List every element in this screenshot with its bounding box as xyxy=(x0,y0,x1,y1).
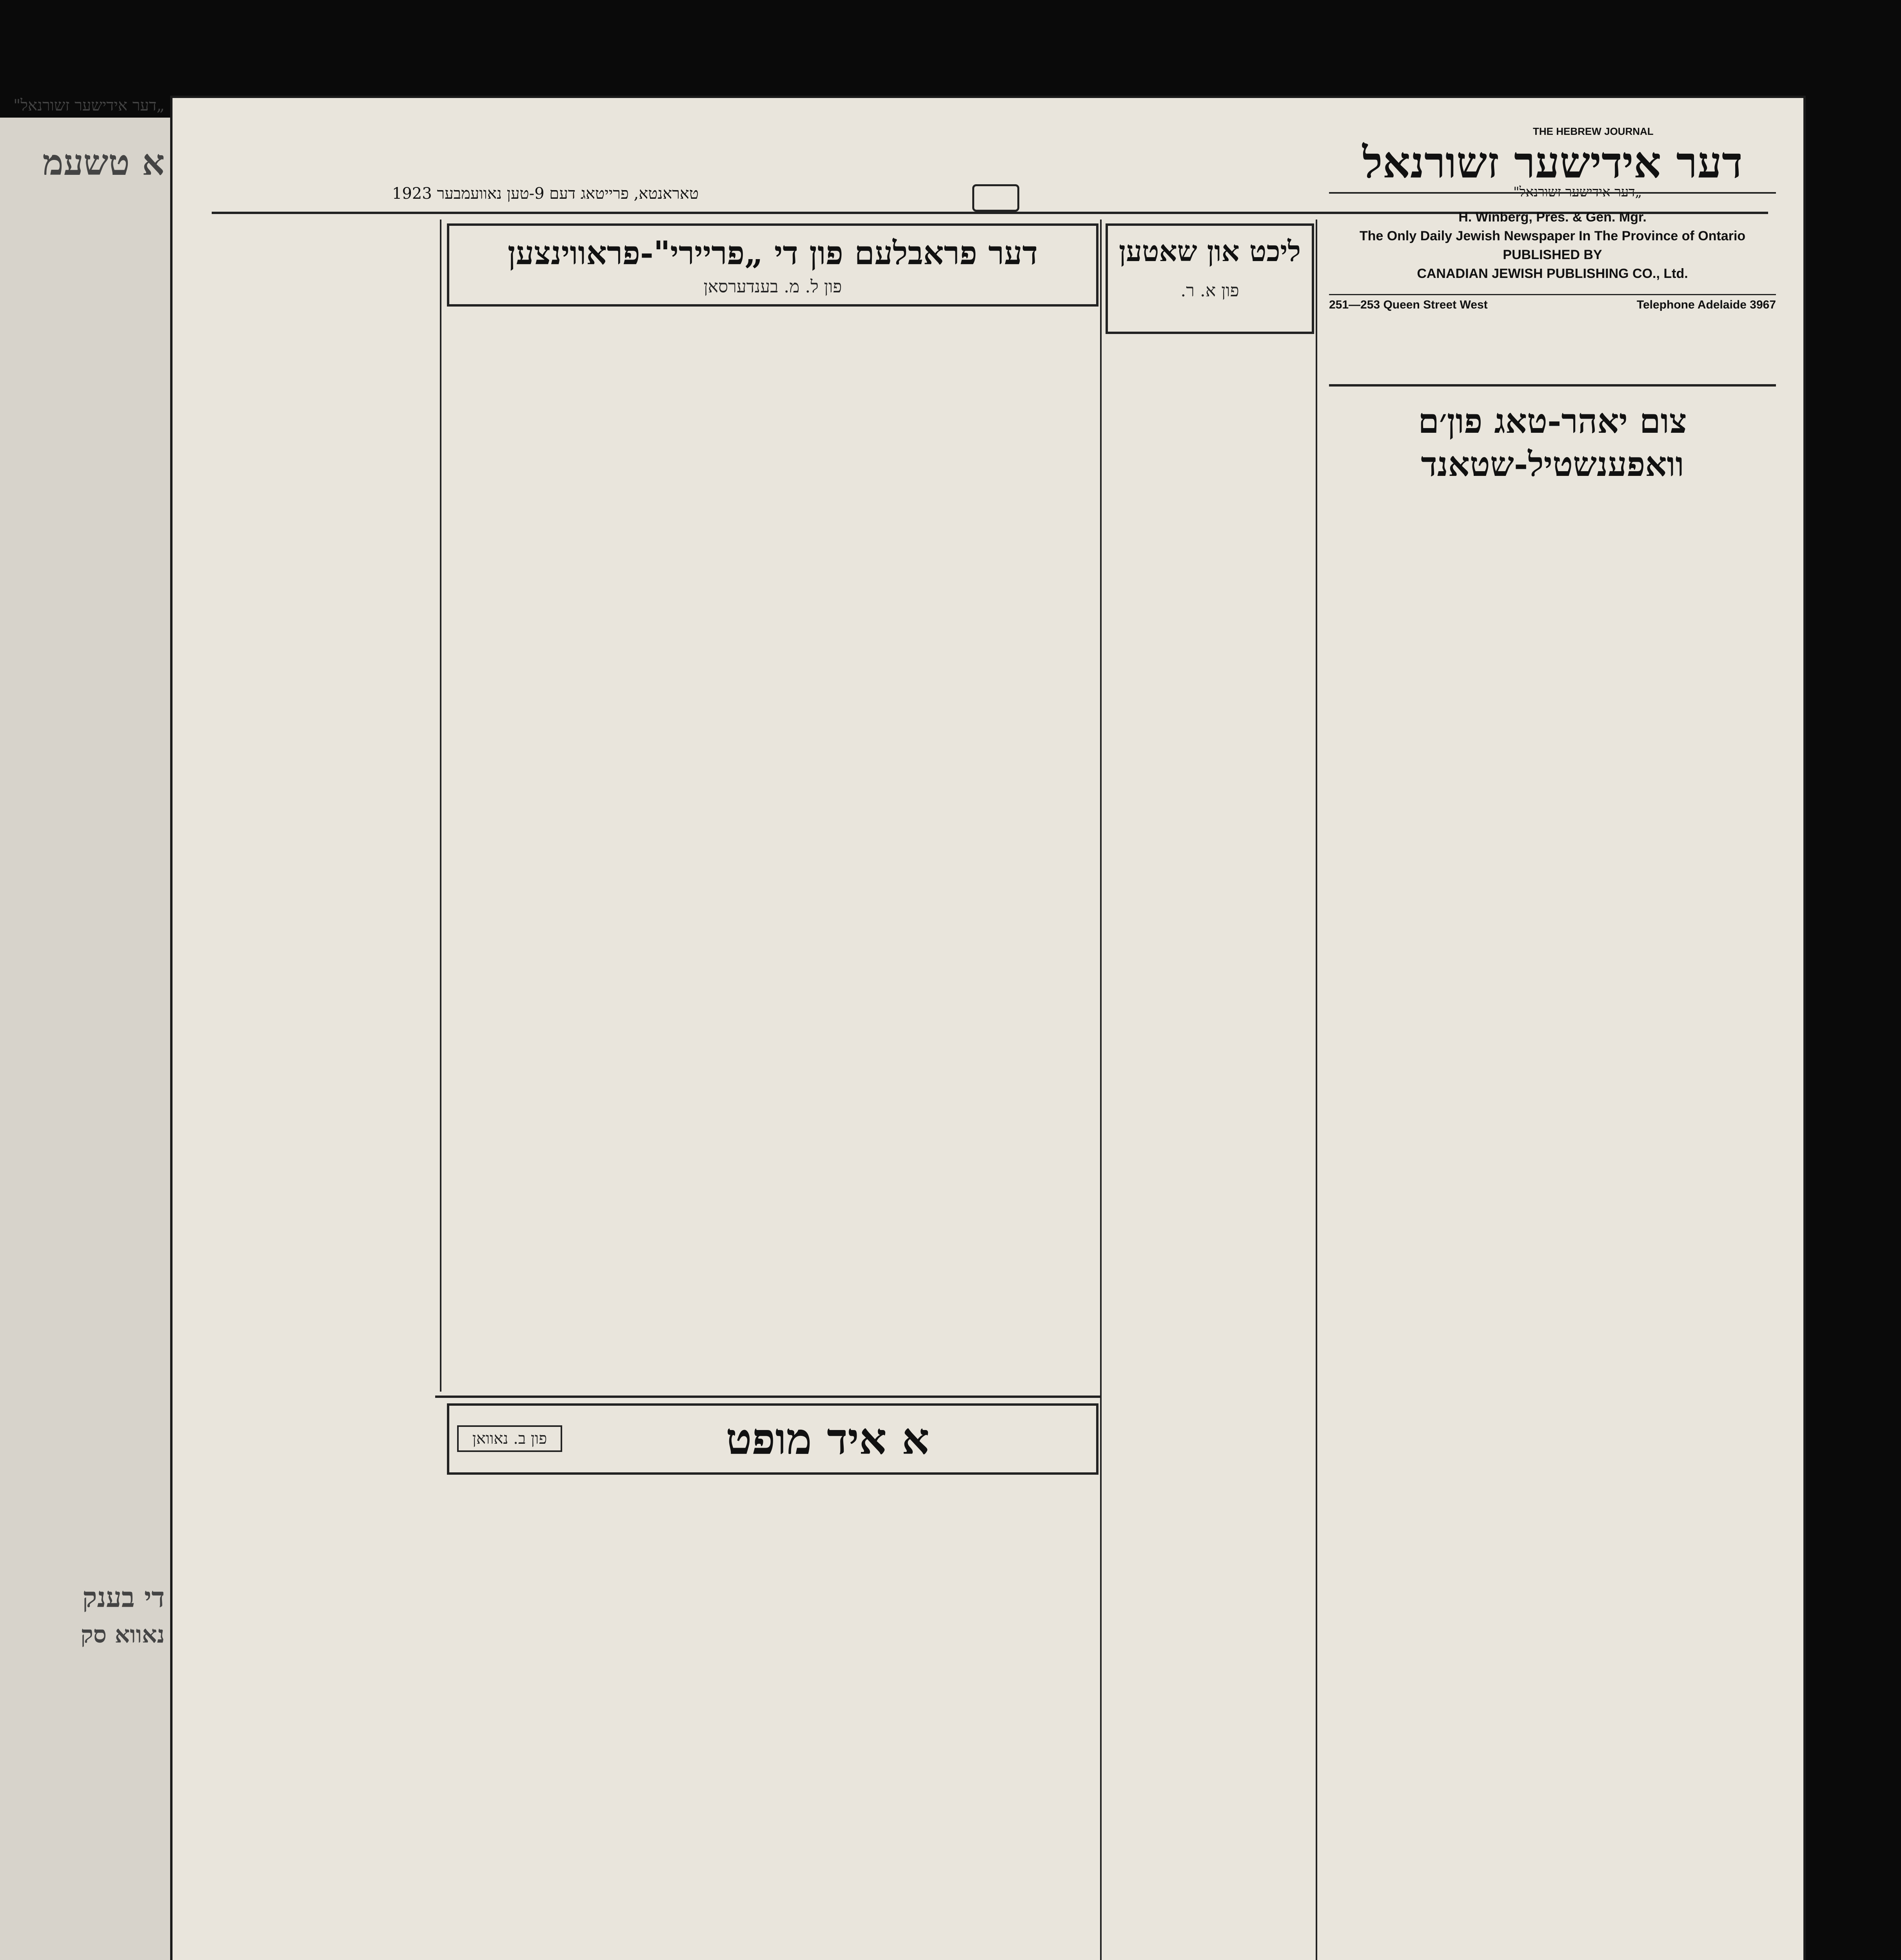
column-text xyxy=(1106,345,1309,1960)
story-column-4 xyxy=(878,1482,1094,1960)
masthead-address: 251—253 Queen Street West xyxy=(1329,298,1488,311)
column-title-box xyxy=(1106,223,1314,334)
folio-date: טאראנטא, פרייטאג דעם 9-טען נאוועמבער 1923 xyxy=(392,185,699,203)
masthead-publisher: CANADIAN JEWISH PUBLISHING CO., Ltd. xyxy=(1417,266,1688,281)
story-headline-box xyxy=(447,1403,1098,1475)
left-page-ad-subheading: נאווא סק xyxy=(80,1621,165,1648)
column-rule xyxy=(1100,220,1102,1960)
page-number-box xyxy=(972,184,1019,212)
story-column-3 xyxy=(663,1482,866,1960)
story-byline: פון ב. נאוואן xyxy=(457,1425,562,1452)
masthead-president: H. Winberg, Pres. & Gen. Mgr. xyxy=(1458,210,1647,225)
column-rule xyxy=(1316,220,1317,1960)
masthead-address-line xyxy=(1329,294,1776,311)
column-author: פון א. ר. xyxy=(1180,281,1239,301)
column-rule xyxy=(440,220,441,1392)
main-article-column-4 xyxy=(886,321,1098,1388)
story-rule xyxy=(435,1396,1102,1398)
left-page-header: „דער אידישער זשורנאל" xyxy=(13,96,165,114)
folio-paper-name: „דער אידישער זשורנאל" xyxy=(1513,184,1642,200)
masthead xyxy=(1329,125,1776,387)
story-headline: א איד מופט xyxy=(726,1414,930,1464)
masthead-published-by: PUBLISHED BY xyxy=(1503,247,1602,262)
editorial-text xyxy=(1321,498,1784,1960)
main-article-column-3 xyxy=(666,321,878,1388)
masthead-english-title: THE HEBREW JOURNAL xyxy=(1533,125,1654,137)
masthead-title: דער אידישער זשורנאל xyxy=(1329,137,1776,194)
main-article-byline: פון ל. מ. בענדערסאן xyxy=(703,277,842,297)
left-page-ad-text xyxy=(4,1658,165,1960)
left-page-strip xyxy=(0,96,172,1960)
column-title: ליכט און שאטען xyxy=(1118,234,1301,268)
main-article-column-1 xyxy=(204,223,435,1388)
left-page-headline: א טשעמ xyxy=(42,142,165,183)
editorial-headline: צום יאהר-טאג פון׳ם וואפענשטיל-שטאנד xyxy=(1418,401,1687,484)
main-article-column-2 xyxy=(447,321,659,1388)
masthead-tagline: The Only Daily Jewish Newspaper In The Province of Ontario xyxy=(1359,229,1746,243)
story-column-1 xyxy=(204,1411,435,1960)
masthead-telephone: Telephone Adelaide 3967 xyxy=(1636,298,1776,311)
left-page-ad-heading: די בענק xyxy=(82,1581,165,1613)
masthead-info xyxy=(1329,208,1776,283)
story-column-2 xyxy=(447,1482,651,1960)
left-page-column-text xyxy=(4,192,165,1564)
main-article-headline-box xyxy=(447,223,1098,307)
main-article-headline: דער פראבלעם פון די „פריירי"-פראווינצען xyxy=(507,234,1038,272)
